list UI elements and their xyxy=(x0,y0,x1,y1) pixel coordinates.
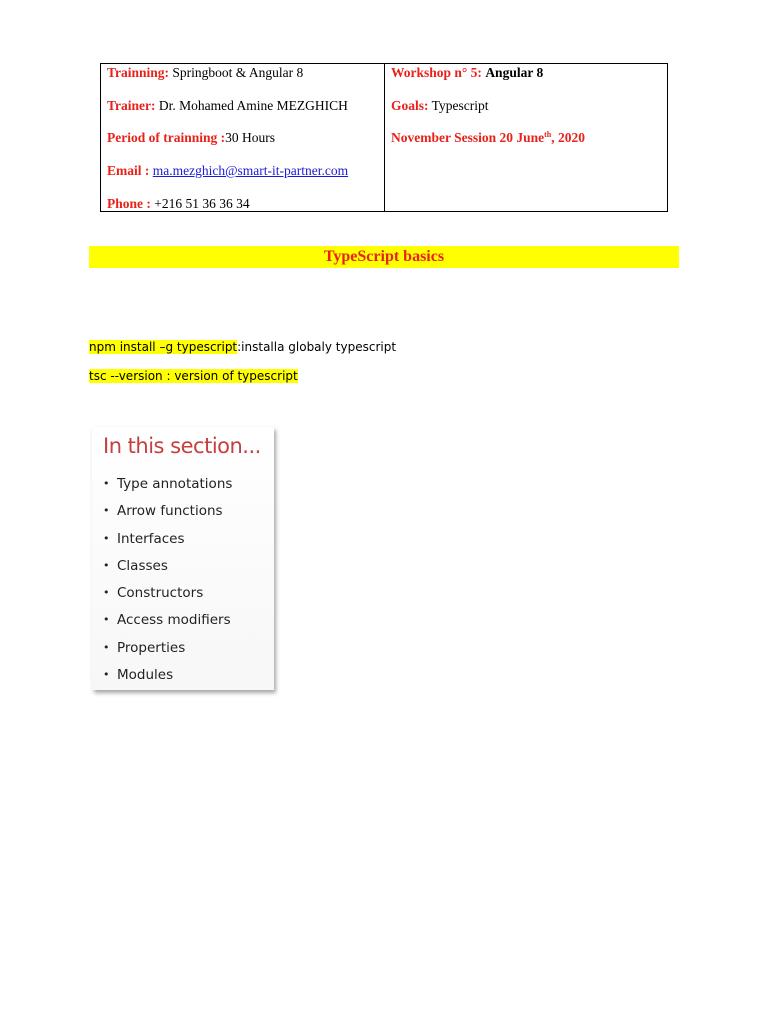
goals-row xyxy=(391,98,488,114)
list-item-label: Properties xyxy=(117,639,186,656)
list-item-label: Arrow functions xyxy=(117,503,223,520)
info-left-column xyxy=(101,64,385,211)
email-link[interactable]: ma.mezghich@smart-it-partner.com xyxy=(152,163,349,178)
session-sup: th xyxy=(544,130,552,139)
session-suffix: , 2020 xyxy=(551,130,586,145)
phone-label: Phone : xyxy=(107,196,151,211)
command-description: :installa globaly typescript xyxy=(237,340,397,354)
bullet-icon: • xyxy=(103,531,110,545)
session-row xyxy=(391,130,585,146)
list-item-label: Modules xyxy=(117,667,174,684)
list-item xyxy=(103,530,274,557)
email-label: Email : xyxy=(107,163,150,178)
list-item xyxy=(103,502,274,529)
goals-label: Goals: xyxy=(391,98,429,113)
period-label: Period of trainning : xyxy=(107,130,226,145)
section-heading: In this section... xyxy=(103,434,261,458)
bullet-icon: • xyxy=(103,640,110,654)
workshop-row xyxy=(391,65,543,81)
training-label: Trainning: xyxy=(107,65,170,80)
list-item xyxy=(103,584,274,611)
list-item-label: Constructors xyxy=(117,585,204,602)
section-title-bar xyxy=(89,246,679,268)
list-item xyxy=(103,639,274,666)
bullet-icon: • xyxy=(103,477,110,490)
period-value: 30 Hours xyxy=(225,130,275,145)
list-item-label: Type annotations xyxy=(117,476,233,492)
command-line-2 xyxy=(89,368,298,384)
training-value: Springboot & Angular 8 xyxy=(172,65,304,80)
period-row xyxy=(107,130,275,146)
trainer-row xyxy=(107,98,348,114)
session-prefix: November Session 20 June xyxy=(391,130,545,145)
list-item-label: Interfaces xyxy=(117,530,185,547)
list-item xyxy=(103,475,274,502)
phone-row xyxy=(107,196,250,212)
list-item xyxy=(103,666,274,693)
list-item-label: Classes xyxy=(117,557,168,574)
info-table xyxy=(100,63,668,212)
command-text: tsc --version : version of typescript xyxy=(89,369,298,383)
trainer-value: Dr. Mohamed Amine MEZGHICH xyxy=(158,98,348,113)
list-item-label: Access modifiers xyxy=(117,612,231,629)
info-right-column xyxy=(385,64,667,211)
page-title: TypeScript basics xyxy=(323,248,445,265)
bullet-icon: • xyxy=(103,504,110,518)
workshop-value: Angular 8 xyxy=(485,65,544,80)
command-line-1 xyxy=(89,339,396,355)
command-text: npm install –g typescript xyxy=(89,340,238,354)
section-overview-image xyxy=(92,427,274,690)
goals-value: Typescript xyxy=(431,98,489,113)
bullet-icon: • xyxy=(103,586,110,600)
bullet-icon: • xyxy=(103,668,110,682)
bullet-icon: • xyxy=(103,613,110,627)
bullet-icon: • xyxy=(103,558,110,572)
training-row xyxy=(107,65,303,81)
email-row xyxy=(107,163,348,179)
list-item xyxy=(103,557,274,584)
section-list xyxy=(103,475,274,693)
trainer-label: Trainer: xyxy=(107,98,156,113)
list-item xyxy=(103,611,274,638)
workshop-label: Workshop n° 5: xyxy=(391,65,482,80)
phone-value: +216 51 36 36 34 xyxy=(154,196,250,211)
